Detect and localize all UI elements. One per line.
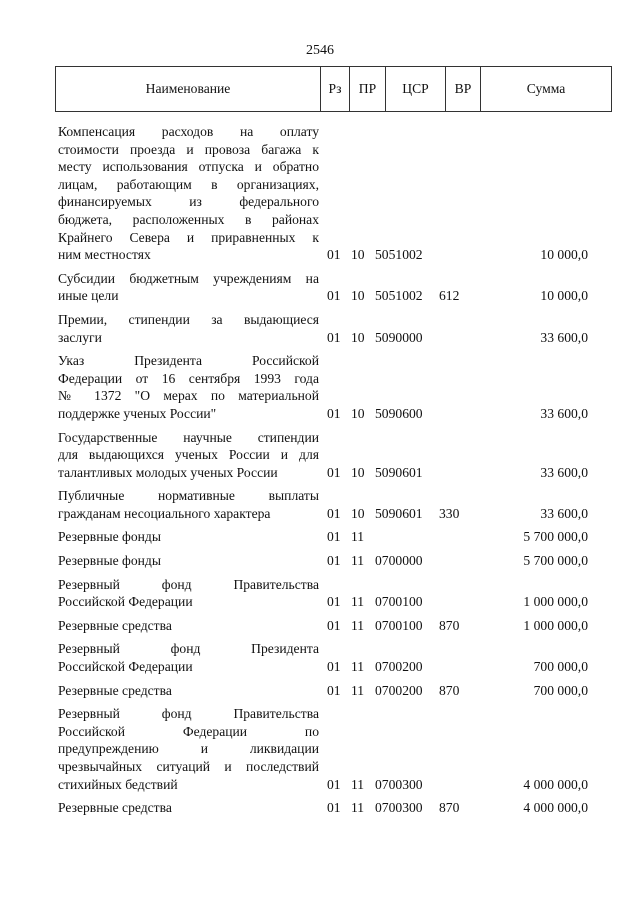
row-pr: 10 bbox=[351, 247, 365, 263]
row-sum: 700 000,0 bbox=[533, 659, 588, 675]
header-vr: ВР bbox=[446, 67, 481, 111]
row-sum: 33 600,0 bbox=[540, 505, 588, 521]
row-pr: 10 bbox=[351, 329, 365, 345]
header-name: Наименование bbox=[56, 67, 321, 111]
row-name-line: Публичные нормативные выплаты bbox=[58, 488, 319, 504]
table-header bbox=[55, 66, 612, 112]
row-sum: 33 600,0 bbox=[540, 464, 588, 480]
row-name-line: талантливых молодых ученых России bbox=[58, 464, 278, 480]
row-name bbox=[58, 528, 319, 546]
table-row bbox=[58, 117, 612, 264]
row-name-line: чрезвычайных ситуаций и последствий bbox=[58, 759, 319, 774]
row-rz: 01 bbox=[327, 659, 341, 675]
row-name bbox=[58, 682, 319, 700]
row-rz: 01 bbox=[327, 776, 341, 792]
row-name-line: финансируемых из федерального bbox=[58, 194, 319, 210]
row-sum: 33 600,0 bbox=[540, 405, 588, 421]
budget-table-body bbox=[58, 117, 612, 817]
row-csr: 0700300 bbox=[375, 800, 423, 816]
row-name-line: Резервные фонды bbox=[58, 553, 161, 569]
row-name-line: Российской Федерации по bbox=[58, 723, 319, 739]
row-name-line: для выдающихся ученых России и для bbox=[58, 447, 319, 463]
table-row bbox=[58, 423, 612, 482]
row-name-line: Резервные средства bbox=[58, 682, 172, 698]
row-vr: 870 bbox=[439, 682, 460, 698]
row-csr: 0700000 bbox=[375, 553, 423, 569]
row-pr: 10 bbox=[351, 405, 365, 421]
header-sum: Сумма bbox=[526, 81, 566, 96]
row-pr: 11 bbox=[351, 594, 365, 610]
row-name-line: Резервные средства bbox=[58, 617, 172, 633]
row-name-line: стихийных бедствий bbox=[58, 776, 178, 792]
page-number: 2546 bbox=[306, 43, 334, 58]
table-row bbox=[58, 676, 612, 700]
row-pr: 11 bbox=[351, 617, 365, 633]
row-name-line: Резервный фонд Правительства bbox=[58, 706, 319, 722]
row-vr: 870 bbox=[439, 800, 460, 816]
row-sum: 10 000,0 bbox=[540, 247, 588, 263]
row-name-line: предупреждению и ликвидации bbox=[58, 741, 319, 757]
row-name bbox=[58, 123, 319, 264]
table-row bbox=[58, 264, 612, 305]
row-name bbox=[58, 311, 319, 346]
row-name-line: Резервный фонд Президента bbox=[58, 641, 319, 657]
table-row bbox=[58, 305, 612, 346]
row-pr: 11 bbox=[351, 776, 365, 792]
row-sum: 5 700 000,0 bbox=[523, 529, 588, 545]
row-name-line: Компенсация расходов на оплату bbox=[58, 124, 319, 139]
row-rz: 01 bbox=[327, 617, 341, 633]
row-csr: 0700200 bbox=[375, 682, 423, 698]
row-name-line: Государственные научные стипендии bbox=[58, 429, 319, 445]
row-sum: 10 000,0 bbox=[540, 288, 588, 304]
row-name-line: Крайнего Севера и приравненных к bbox=[58, 229, 319, 245]
row-csr: 5090000 bbox=[375, 329, 423, 345]
row-csr: 0700100 bbox=[375, 594, 423, 610]
row-name bbox=[58, 270, 319, 305]
row-vr: 330 bbox=[439, 505, 460, 521]
row-sum: 700 000,0 bbox=[533, 682, 588, 698]
table-row bbox=[58, 522, 612, 546]
row-rz: 01 bbox=[327, 553, 341, 569]
row-name-line: Российской Федерации bbox=[58, 659, 193, 675]
row-csr: 5051002 bbox=[375, 247, 423, 263]
row-name bbox=[58, 552, 319, 570]
row-pr: 11 bbox=[351, 529, 365, 545]
header-csr: ЦСР bbox=[386, 67, 446, 111]
row-name-line: иные цели bbox=[58, 288, 119, 304]
row-name-line: лицам, работающим в организациях, bbox=[58, 176, 319, 192]
row-rz: 01 bbox=[327, 682, 341, 698]
row-name bbox=[58, 640, 319, 675]
row-rz: 01 bbox=[327, 505, 341, 521]
row-pr: 10 bbox=[351, 464, 365, 480]
row-rz: 01 bbox=[327, 405, 341, 421]
row-name bbox=[58, 429, 319, 482]
row-name-line: заслуги bbox=[58, 329, 102, 345]
row-name-line: Резервные фонды bbox=[58, 529, 161, 545]
row-pr: 11 bbox=[351, 553, 365, 569]
table-row bbox=[58, 699, 612, 793]
row-name-line: № 1372 "О мерах по материальной bbox=[58, 388, 319, 404]
row-name-line: поддержке ученых России" bbox=[58, 405, 217, 421]
row-rz: 01 bbox=[327, 247, 341, 263]
row-pr: 11 bbox=[351, 800, 365, 816]
row-name-line: гражданам несоциального характера bbox=[58, 505, 271, 521]
row-rz: 01 bbox=[327, 329, 341, 345]
row-sum: 4 000 000,0 bbox=[523, 776, 588, 792]
row-name-line: стоимости проезда и провоза багажа к bbox=[58, 141, 319, 157]
row-name-line: Резервные средства bbox=[58, 800, 172, 816]
row-csr: 5090600 bbox=[375, 405, 423, 421]
row-name bbox=[58, 799, 319, 817]
table-row bbox=[58, 546, 612, 570]
row-name-line: Указ Президента Российской bbox=[58, 353, 319, 369]
row-name-line: Субсидии бюджетным учреждениям на bbox=[58, 270, 319, 286]
row-name-line: бюджета, расположенных в районах bbox=[58, 211, 319, 227]
row-vr: 870 bbox=[439, 617, 460, 633]
row-name bbox=[58, 705, 319, 793]
header-rz: Рз bbox=[321, 67, 350, 111]
row-name-line: Российской Федерации bbox=[58, 594, 193, 610]
table-row bbox=[58, 793, 612, 817]
row-name-line: ним местностях bbox=[58, 247, 151, 263]
row-name-line: месту использования отпуска и обратно bbox=[58, 159, 319, 175]
table-row bbox=[58, 611, 612, 635]
row-name-line: Резервный фонд Правительства bbox=[58, 576, 319, 592]
row-pr: 10 bbox=[351, 288, 365, 304]
row-sum: 4 000 000,0 bbox=[523, 800, 588, 816]
row-csr: 0700300 bbox=[375, 776, 423, 792]
row-pr: 11 bbox=[351, 659, 365, 675]
row-rz: 01 bbox=[327, 464, 341, 480]
row-pr: 11 bbox=[351, 682, 365, 698]
row-pr: 10 bbox=[351, 505, 365, 521]
table-row bbox=[58, 346, 612, 422]
row-csr: 0700100 bbox=[375, 617, 423, 633]
row-name bbox=[58, 576, 319, 611]
table-row bbox=[58, 481, 612, 522]
row-csr: 5090601 bbox=[375, 505, 423, 521]
row-sum: 1 000 000,0 bbox=[523, 617, 588, 633]
row-csr: 5051002 bbox=[375, 288, 423, 304]
row-name-line: Федерации от 16 сентября 1993 года bbox=[58, 370, 319, 386]
row-rz: 01 bbox=[327, 594, 341, 610]
header-pr: ПР bbox=[350, 67, 386, 111]
row-csr: 5090601 bbox=[375, 464, 423, 480]
row-vr: 612 bbox=[439, 288, 460, 304]
row-rz: 01 bbox=[327, 529, 341, 545]
row-sum: 5 700 000,0 bbox=[523, 553, 588, 569]
row-name bbox=[58, 487, 319, 522]
row-name bbox=[58, 352, 319, 422]
row-csr: 0700200 bbox=[375, 659, 423, 675]
row-rz: 01 bbox=[327, 288, 341, 304]
row-sum: 1 000 000,0 bbox=[523, 594, 588, 610]
row-name-line: Премии, стипендии за выдающиеся bbox=[58, 311, 319, 327]
table-row bbox=[58, 570, 612, 611]
row-sum: 33 600,0 bbox=[540, 329, 588, 345]
table-row bbox=[58, 634, 612, 675]
row-rz: 01 bbox=[327, 800, 341, 816]
row-name bbox=[58, 617, 319, 635]
